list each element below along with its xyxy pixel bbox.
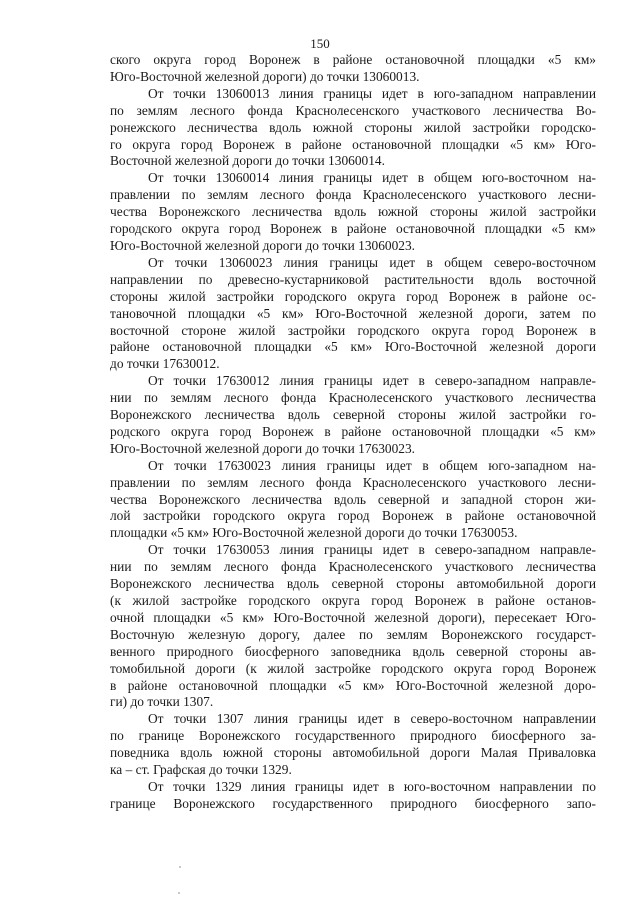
text-line: по землям лесного фонда Краснолесенского участкового лесничества Во- <box>110 102 596 118</box>
paragraph <box>110 711 596 779</box>
text-line: восточной стороне жилой застройки городского округа город Воронеж в <box>110 322 596 338</box>
text-line: томобильной дороги (к жилой застройке городского округа город Воронеж <box>110 660 596 676</box>
paragraph <box>110 373 596 458</box>
text-line: правлении по землям лесного фонда Краснолесенского участкового лесни- <box>110 474 596 490</box>
text-line: От точки 1307 линия границы идет в северо-восточном направлении <box>148 711 596 727</box>
paragraph <box>110 542 596 711</box>
text-line: районе остановочной площадки «5 км» Юго-Восточной железной дороги <box>110 339 596 355</box>
text-line: в районе остановочной площадки «5 км» Юго-Восточной железной доро- <box>110 677 596 693</box>
text-line: направлении по древесно-кустарниковой растительности вдоль восточной <box>110 271 596 287</box>
text-line: Юго-Восточной железной дороги до точки 17630023. <box>110 440 416 456</box>
text-line: го округа город Воронеж в районе остановочной площадки «5 км» Юго- <box>110 136 596 152</box>
text-line: очной площадки «5 км» Юго-Восточной железной дороги), пересекает Юго- <box>110 609 596 625</box>
text-line: нии по землям лесного фонда Краснолесенского участкового лесничества <box>110 390 596 406</box>
text-line: От точки 17630053 линия границы идет в северо-западном направле- <box>148 542 596 558</box>
text-line: границе Воронежского государственного природного биосферного запо- <box>110 795 596 811</box>
text-line: ка – ст. Графская до точки 1329. <box>110 762 292 778</box>
paragraph <box>110 52 596 86</box>
text-line: ги) до точки 1307. <box>110 694 214 710</box>
text-line: городского округа город Воронеж в районе остановочной площадки «5 км» <box>110 221 596 237</box>
scan-speck <box>178 892 180 894</box>
text-line: чества Воронежского лесничества вдоль южной стороны жилой застройки <box>110 204 596 220</box>
text-line: тановочной площадки «5 км» Юго-Восточной железной дороги, затем по <box>110 305 596 321</box>
text-line: родского округа город Воронеж в районе остановочной площадки «5 км» <box>110 423 596 439</box>
paragraph <box>110 255 596 373</box>
document-text <box>110 52 596 813</box>
text-line: ского округа город Воронеж в районе остановочной площадки «5 км» <box>110 52 596 67</box>
paragraph <box>110 86 596 171</box>
text-line: Восточной железной дороги до точки 13060014. <box>110 153 385 169</box>
text-line: Воронежского лесничества вдоль северной стороны автомобильной дороги <box>110 576 596 592</box>
scan-speck <box>179 866 181 868</box>
text-line: венного природного биосферного заповедника вдоль северной стороны ав- <box>110 643 596 659</box>
text-line: поведника вдоль южной стороны автомобильной дороги Малая Приваловка <box>110 745 596 761</box>
text-line: ронежского лесничества вдоль южной стороны жилой застройки городско- <box>110 119 596 135</box>
text-line: до точки 17630012. <box>110 356 220 372</box>
text-line: От точки 17630012 линия границы идет в северо-западном направле- <box>148 373 596 389</box>
text-line: От точки 13060013 линия границы идет в юго-западном направлении <box>148 85 596 101</box>
text-line: От точки 13060014 линия границы идет в общем юго-восточном на- <box>148 170 596 186</box>
text-line: От точки 1329 линия границы идет в юго-восточном направлении по <box>148 778 596 794</box>
text-line: правлении по землям лесного фонда Краснолесенского участкового лесни- <box>110 187 596 203</box>
text-line: по границе Воронежского государственного природного биосферного за- <box>110 728 596 744</box>
paragraph <box>110 170 596 255</box>
paragraph <box>110 458 596 543</box>
text-line: Восточную железную дорогу, далее по землям Воронежского государст- <box>110 626 596 642</box>
text-line: чества Воронежского лесничества вдоль северной и западной сторон жи- <box>110 491 596 507</box>
text-line: От точки 13060023 линия границы идет в общем северо-восточном <box>148 254 596 270</box>
text-line: лой застройки городского округа город Воронеж в районе остановочной <box>110 508 596 524</box>
text-line: Юго-Восточной железной дороги до точки 13060023. <box>110 237 416 253</box>
text-line: нии по землям лесного фонда Краснолесенского участкового лесничества <box>110 559 596 575</box>
paragraph <box>110 779 596 813</box>
text-line: От точки 17630023 линия границы идет в общем юго-западном на- <box>148 457 596 473</box>
page-number: 150 <box>310 36 330 51</box>
text-line: (к жилой застройке городского округа город Воронеж в районе останов- <box>110 593 596 608</box>
text-line: Юго-Восточной железной дороги) до точки 13060013. <box>110 68 420 84</box>
text-line: Воронежского лесничества вдоль северной стороны жилой застройки го- <box>110 407 596 423</box>
text-line: стороны жилой застройки городского округа город Воронеж в районе ос- <box>110 288 596 304</box>
text-line: площадки «5 км» Юго-Восточной железной дороги до точки 17630053. <box>110 525 518 541</box>
